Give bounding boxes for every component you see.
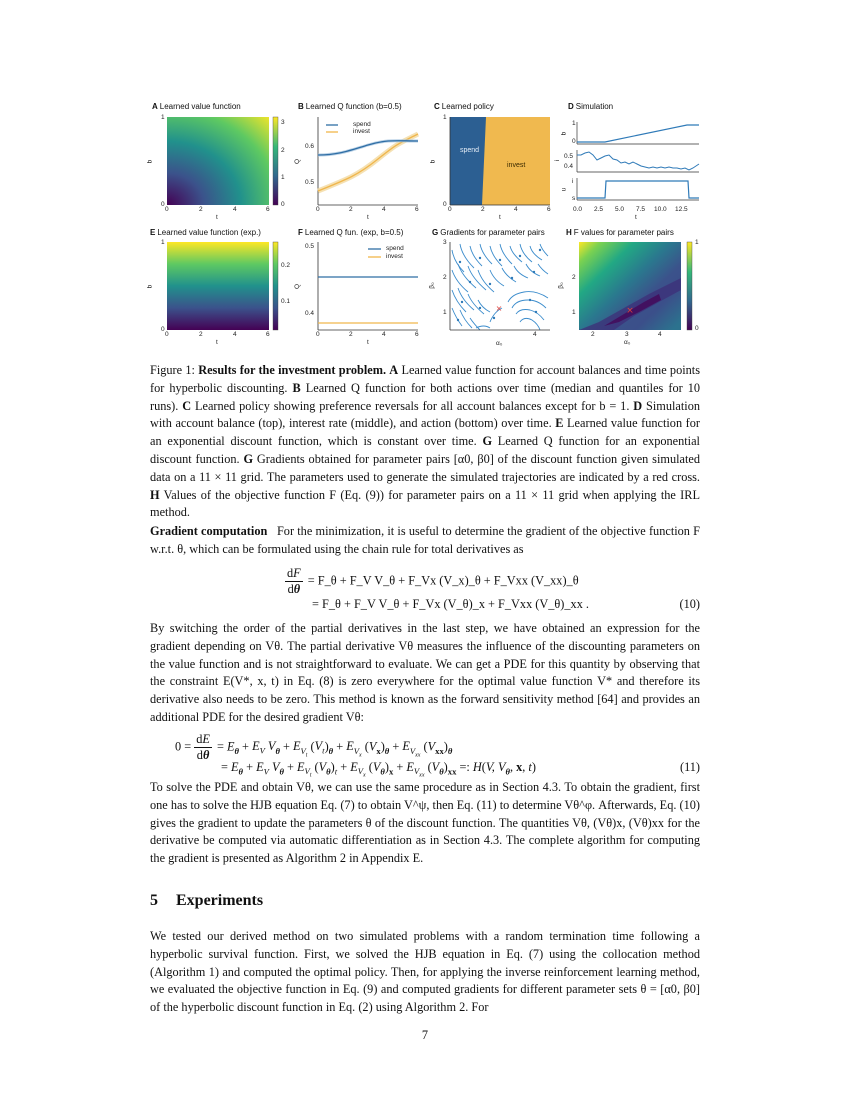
paragraph-heading: Gradient computation [150, 524, 268, 538]
y-axis-label: β₀ [557, 282, 565, 289]
paragraph-text: For the minimization, it is useful to determine the gradient of the objective function F w.r.t. θ, which can be formulated using the chain rule for total derivatives as [150, 524, 700, 556]
region-label-invest: invest [507, 162, 526, 169]
panel-e [140, 227, 291, 352]
caption-text: Gradients obtained for parameter pairs [α0, β0] of the discount function given simulated data on a 11 × 11 grid. The parameters used to generate the simulated trajectories are indicated by a red cross. [150, 451, 700, 484]
tick: 4 [382, 331, 386, 338]
panel-letter: A [152, 102, 158, 111]
tick: 2.5 [594, 206, 604, 213]
caption-title: Results for the investment problem. [198, 363, 387, 377]
panel-letter: H [566, 228, 572, 237]
panel-letter: E [150, 228, 156, 237]
caption-text: Learned value function for an exponential discount function, which is constant over time. [150, 416, 701, 449]
x-axis-label: α₀ [496, 340, 503, 347]
x-axis-label: t [216, 214, 218, 221]
f-values-heatmap [579, 242, 681, 330]
tick: 0.6 [305, 143, 315, 150]
y-axis-label: b [146, 284, 154, 289]
tick: 1 [572, 309, 576, 316]
paragraph-gradient [150, 523, 700, 559]
caption-letter: C [182, 398, 192, 413]
y-axis-label: β₀ [428, 282, 436, 289]
tick: 0 [161, 326, 165, 333]
tick: 2 [591, 331, 595, 338]
figure-1 [140, 100, 710, 355]
tick: 1 [695, 239, 699, 246]
section-heading [150, 892, 281, 910]
panel-d [554, 100, 710, 225]
panel-letter: F [298, 228, 303, 237]
section-title: Experiments [176, 892, 264, 909]
tick: 0 [316, 331, 320, 338]
equation-line: = F_θ + F_V V_θ + F_Vx (V_θ)_x + F_Vxx (V_θ)_xx . [312, 597, 589, 611]
tick: 0.1 [281, 298, 291, 305]
legend-invest: invest [353, 128, 370, 135]
caption-letter: D [633, 398, 643, 413]
tick: 0.5 [305, 179, 315, 186]
caption-letter: H [150, 487, 160, 502]
tick: 2 [199, 331, 203, 338]
page-number: 7 [421, 1028, 429, 1042]
tick: i [572, 178, 574, 185]
tick: 3 [443, 239, 447, 246]
caption-letter: A [389, 363, 399, 377]
panel-title: Learned Q fun. (exp, b=0.5) [304, 228, 404, 237]
value-heatmap [167, 117, 269, 205]
tick: 7.5 [636, 206, 646, 213]
panel-title: Learned value function [159, 102, 241, 111]
caption-label: Figure 1: [150, 363, 195, 377]
tick: 1 [443, 309, 447, 316]
gradient-streamplot [450, 242, 550, 330]
y-axis-label: u [560, 187, 568, 192]
colorbar [273, 117, 278, 205]
x-axis-label: t [367, 214, 369, 221]
paragraph-sensitivity [150, 620, 700, 727]
tick: 2 [481, 206, 485, 213]
y-axis-label: b [429, 159, 437, 164]
q-function-exp-plot [318, 242, 418, 330]
tick: 2 [349, 331, 353, 338]
panel-title: Simulation [575, 102, 614, 111]
tick: 1 [572, 120, 576, 127]
tick: 0 [448, 206, 452, 213]
tick: 2 [199, 206, 203, 213]
tick: 4 [233, 331, 237, 338]
tick: 6 [266, 206, 270, 213]
paragraph-text: By switching the order of the partial derivatives in the last step, we have obtained an expression for the gradient depending on Vθ. The partial derivative Vθ measures the influence of the discounting parameters on the value function and is not straightforward to evaluate. We can get a PDE for this quantity by observing that the constraint E(V*, x, t) in Eq. (8) is zero everywhere for the optimal value function V* and therefore its derivative also needs to be zero. This method is known as the forward sensitivity method [64] and provides an additional PDE for the desired gradient Vθ: [150, 621, 700, 724]
panel-b [290, 100, 425, 225]
caption-text: Values of the objective function F (Eq. (9)) for parameter pairs on a 11 × 11 grid when applying the IRL method. [150, 487, 700, 520]
caption-letter: G [243, 451, 254, 466]
equation-10: $\frac{dF}{d\theta}$ = F_θ + F_V V_θ + F_Vx (V_x)_θ + F_Vxx (V_xx)_θ [287, 566, 579, 596]
y-axis-label: Q [294, 158, 302, 165]
colorbar [273, 242, 278, 330]
region-label-spend: spend [460, 147, 480, 154]
x-axis-label: t [499, 214, 501, 221]
equation-number: (10) [679, 597, 700, 611]
simulation-plot [577, 120, 699, 206]
panel-h [557, 227, 710, 352]
tick: 4 [533, 331, 537, 338]
paragraph-solve [150, 779, 700, 868]
tick: 2 [349, 206, 353, 213]
tick: 2 [443, 274, 447, 281]
caption-text: Simulation with account balance (top), interest rate (middle), and action (bottom) over time. [150, 398, 701, 431]
tick: 0.5 [564, 153, 574, 160]
tick: 3 [625, 331, 629, 338]
tick: 6 [415, 206, 419, 213]
tick: 0 [165, 206, 169, 213]
tick: 0.0 [573, 206, 583, 213]
figure-caption [150, 362, 700, 522]
panel-g [428, 227, 563, 352]
panel-title: Learned value function (exp.) [157, 228, 261, 237]
tick: 0 [572, 138, 576, 145]
panel-f [290, 227, 425, 352]
x-axis-label: t [367, 339, 369, 346]
x-axis-label: t [635, 214, 637, 221]
tick: 6 [415, 331, 419, 338]
tick: 2 [572, 274, 576, 281]
caption-text: Learned Q function for both actions over time (median and quantiles for 10 runs). [150, 380, 701, 413]
panel-a [140, 100, 285, 225]
panel-title: Learned Q function (b=0.5) [305, 102, 402, 111]
tick: 1 [161, 114, 165, 121]
tick: 0 [281, 201, 285, 208]
tick: 0 [165, 331, 169, 338]
equation-number: (11) [679, 760, 700, 774]
panel-letter: G [432, 228, 439, 237]
section-number: 5 [150, 892, 158, 909]
tick: 3 [281, 119, 285, 126]
tick: 0.4 [564, 163, 574, 170]
caption-text: Learned Q function for an exponential discount function. [150, 434, 700, 466]
tick: 0.4 [305, 310, 315, 317]
tick: 6 [266, 331, 270, 338]
tick: 5.0 [615, 206, 625, 213]
tick: 0 [443, 201, 447, 208]
panel-letter: B [298, 102, 304, 111]
y-axis-label: Q [294, 283, 302, 290]
legend-spend: spend [353, 121, 371, 128]
tick: 0 [695, 325, 699, 332]
tick: 10.0 [654, 206, 667, 213]
tick: 0 [316, 206, 320, 213]
panel-title: F values for parameter pairs [573, 228, 674, 237]
tick: 0 [161, 201, 165, 208]
y-axis-label: b [146, 159, 154, 164]
tick: 1 [281, 174, 285, 181]
svg-text:×: × [495, 304, 503, 313]
tick: 0.2 [281, 262, 291, 269]
equation-10-line2 [312, 597, 589, 612]
legend-invest: invest [386, 253, 403, 260]
tick: 4 [382, 206, 386, 213]
policy-map [450, 117, 550, 205]
paragraph-text: To solve the PDE and obtain Vθ, we can use the same procedure as in Section 4.3. To obtain the gradient, first one has to solve the HJB equation Eq. (7) to obtain V^ψ, then Eq. (11) to determine Vθ^φ. Afterwards, Eq. (10) gives the gradient to update the parameters θ of the discount function. The quantities Vθ, (Vθ)x, (Vθ)xx for the derivative be computed via automatic differentiation as in Section 4.3. The complete algorithm for computing the gradient is presented as Algorithm 2 in Appendix E. [150, 780, 700, 866]
equation-line: = F_θ + F_V V_θ + F_Vx (V_x)_θ + F_Vxx (V_xx)_θ [307, 573, 579, 588]
tick: 2 [281, 147, 285, 154]
y-axis-label: i [554, 159, 562, 162]
svg-text:×: × [626, 306, 634, 316]
paragraph-text: We tested our derived method on two simulated problems with a random termination time following a hyperbolic survival function. First, we solved the HJB equation in Eq. (7) using the collocation method (Algorithm 1) and computed the optimal policy. Then, for applying the inverse reinforcement learning method, we evaluated the objective function in Eq. (9) and computed gradients for different parameter sets θ = [α0, β0] of the hyperbolic discount function in Eq. (2) using Algorithm 2. For [150, 929, 700, 1015]
panel-letter: C [434, 102, 440, 111]
tick: 1 [161, 239, 165, 246]
panel-letter: D [568, 102, 574, 111]
caption-text: Learned value function for account balances and time points for hyperbolic discounting. [150, 363, 700, 395]
tick: s [572, 195, 576, 202]
caption-letter: E [555, 416, 564, 431]
tick: 6 [547, 206, 551, 213]
value-heatmap-exp [167, 242, 269, 330]
x-axis-label: α₀ [624, 339, 631, 346]
panel-c [428, 100, 563, 225]
tick: 1 [443, 114, 447, 121]
equation-11: 0 = $\frac{dE}{d\theta}$ = $E_\theta + E_V$ $V_\theta + E_{V_t}$ $(V_t)_\theta + E_{V_x}$ $(V_x)_\theta + E_{V_{xx}}$ $(V_{xx})_\theta$ [175, 732, 453, 762]
paragraph-experiments [150, 928, 700, 1017]
tick: 0.5 [305, 243, 315, 250]
tick: 4 [514, 206, 518, 213]
panel-title: Learned policy [441, 102, 494, 111]
x-axis-label: t [216, 339, 218, 346]
colorbar [687, 242, 692, 330]
tick: 4 [233, 206, 237, 213]
panel-title: Gradients for parameter pairs [440, 228, 545, 237]
equation-11-line2: = $E_\theta + E_V$ $V_\theta + E_{V_t}$ $(V_\theta)_t + E_{V_x}$ $(V_\theta)_x + E_{V_{xx}}$ $(V_\theta)_{xx}$ =: H(V, $V_\theta$, x, t) [221, 760, 536, 780]
y-axis-label: b [560, 131, 568, 136]
legend-spend: spend [386, 245, 404, 252]
tick: 12.5 [675, 206, 688, 213]
caption-letter: G [482, 434, 493, 449]
caption-text: Learned policy showing preference reversals for all account balances except for b = 1. [195, 398, 630, 413]
tick: 4 [658, 331, 662, 338]
caption-letter: B [292, 380, 301, 395]
